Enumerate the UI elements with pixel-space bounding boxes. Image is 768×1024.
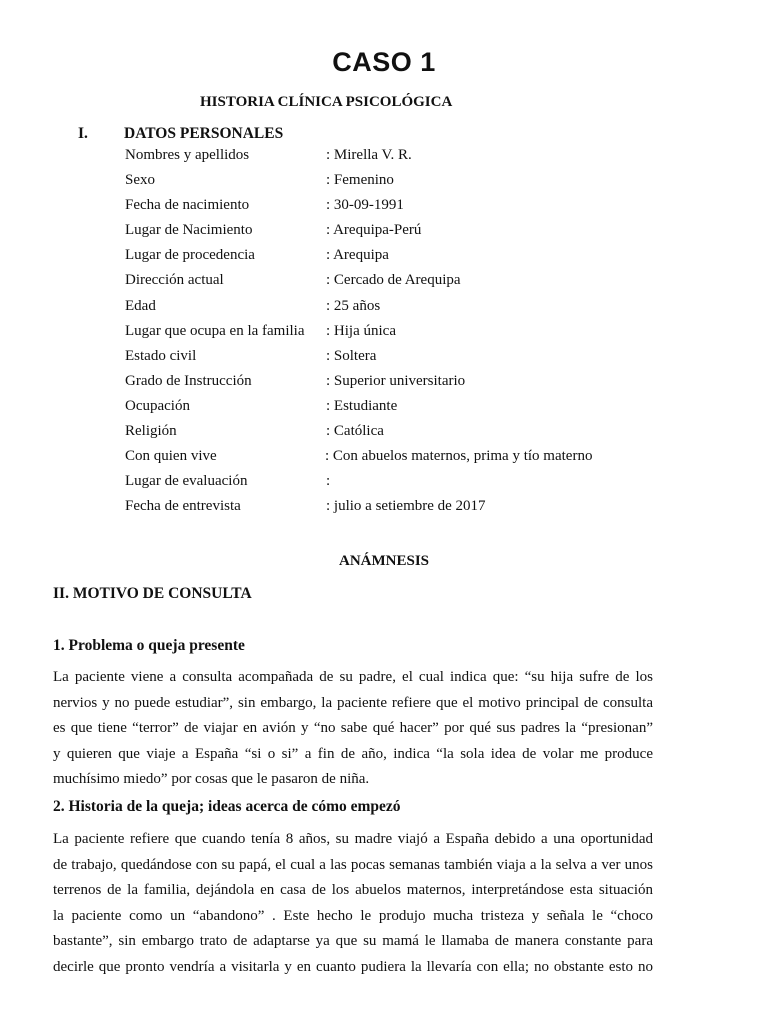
field-row-civil-status [125,347,685,372]
section-2-title: II. MOTIVO DE CONSULTA [53,585,252,602]
field-label: Fecha de entrevista [125,498,241,515]
field-label: Grado de Instrucción [125,372,252,389]
paragraph-line: nervios y no puede estudiar”, sin embargo, la paciente refiere que el motivo principal de consulta [53,694,653,711]
field-label: Ocupación [125,397,190,414]
field-value: : Soltera [326,347,377,364]
field-row-evaluation-place [125,472,685,497]
paragraph-line: y quieren que viaje a España “si o si” a fin de año, indica “la sola idea de volar me produce [53,745,653,762]
field-value: : julio a setiembre de 2017 [326,498,486,515]
field-row-occupation [125,397,685,422]
field-value: : Mirella V. R. [326,147,412,163]
field-value: : 30-09-1991 [326,197,404,214]
field-value: : Arequipa [326,247,389,264]
field-value: : [326,473,331,490]
paragraph-line: bastante”, sin embargo trato de adaptarse ya que su mamá le llamaba de manera constante para [53,933,653,949]
field-row-age [125,297,685,322]
field-value: : Superior universitario [326,372,466,389]
section-1-title: DATOS PERSONALES [124,125,284,142]
field-label: Lugar de procedencia [125,247,255,264]
field-label: Edad [125,297,156,314]
field-label: Lugar que ocupa en la familia [125,322,305,339]
field-label: Dirección actual [125,272,224,289]
case-title: CASO 1 [332,47,436,77]
field-value: : Con abuelos maternos, prima y tío materno [325,448,593,465]
field-label: Nombres y apellidos [125,147,250,163]
field-label: Fecha de nacimiento [125,197,250,214]
field-row-birth-place [125,221,685,246]
field-value: : Cercado de Arequipa [326,272,461,289]
field-row-lives-with [125,447,685,472]
field-label: Estado civil [125,347,197,364]
field-value: : Católica [326,423,384,440]
field-row-religion [125,422,685,447]
field-row-birth-date [125,196,685,221]
field-label: Lugar de Nacimiento [125,222,253,239]
field-label: Religión [125,423,177,440]
field-value: : 25 años [326,297,381,314]
paragraph-line: La paciente refiere que cuando tenía 8 años, su madre viajó a España debido a una oportunidad [53,831,653,847]
field-label: Sexo [125,172,155,189]
field-row-origin [125,246,685,271]
paragraph-line: decirle que pronto vendría a visitarla y en cuanto pudiera la llevaría con ella; no obstante esto no [53,958,653,975]
paragraph-line: es que tiene “terror” de viajar en avión y “no sabe qué hacer” por qué sus padres la “presionan” [53,720,653,736]
paragraph-line: La paciente viene a consulta acompañada de su padre, el cual indica que: “su hija sufre de los [53,669,653,685]
field-row-address [125,271,685,296]
paragraph-line: muchísimo miedo” por cosas que le pasaron de niña. [53,771,370,787]
paragraph-line: terrenos de la familia, dejándola en casa de los abuelos maternos, interpretándose esta situación [53,882,653,898]
document-title: HISTORIA CLÍNICA PSICOLÓGICA [200,94,453,110]
subsection-2-title: 2. Historia de la queja; ideas acerca de cómo empezó [53,798,401,815]
subsection-1-paragraph [53,665,653,793]
section-1-number: I. [78,125,88,142]
paragraph-line: de trabajo, quedándose con su papá, el cual a las pocas semanas también viaja a la selva a ver unos [53,856,653,873]
field-row-education [125,372,685,397]
field-row-sex [125,171,685,196]
anamnesis-heading: ANÁMNESIS [338,553,429,569]
field-row-interview-date [125,497,685,522]
field-value: : Arequipa-Perú [326,222,422,239]
field-value: : Femenino [326,172,394,189]
field-label: Con quien vive [125,448,217,465]
field-value: : Hija única [326,322,396,339]
paragraph-line: la paciente como un “abandono” . Este hecho le produjo mucha tristeza y señala le “choco [53,907,653,924]
field-label: Lugar de evaluación [125,473,248,490]
subsection-1-title: 1. Problema o queja presente [53,637,245,654]
subsection-2-paragraph [53,827,653,980]
field-row-name [125,146,685,171]
field-value: : Estudiante [326,397,398,414]
field-row-family-position [125,322,685,347]
personal-data-table [125,146,685,522]
